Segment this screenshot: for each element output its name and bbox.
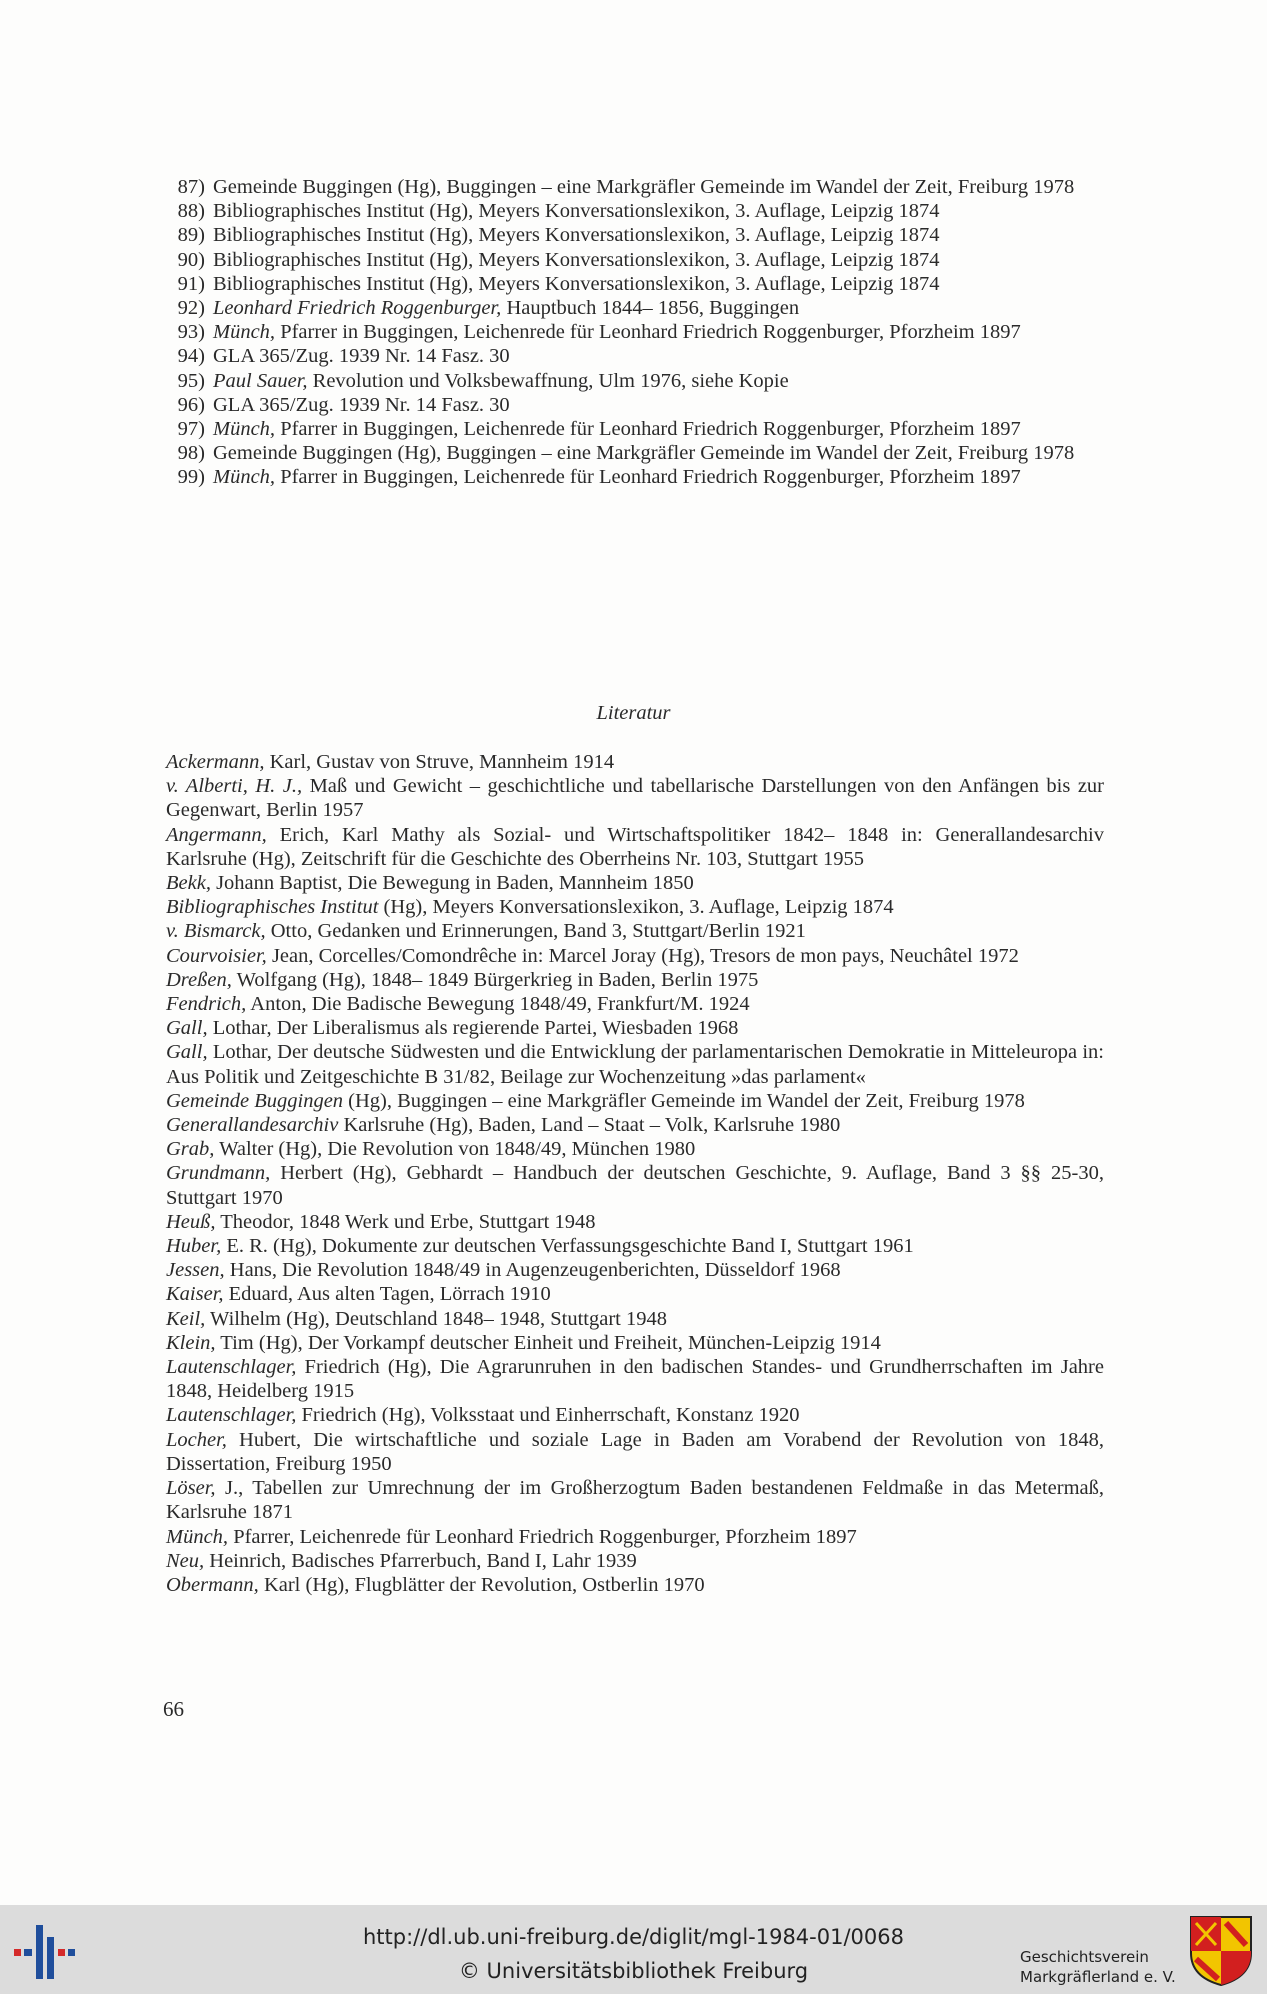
literature-entry — [166, 944, 1104, 968]
literature-details: Lothar, Der Liberalismus als regierende Partei, Wiesbaden 1968 — [207, 1017, 739, 1040]
literature-details: Herbert (Hg), Gebhardt – Handbuch der deutschen Geschichte, 9. Auflage, Band 3 §§ 25-30, Stuttgart 1970 — [166, 1162, 1104, 1209]
literature-author: Lautenschlager, — [166, 1356, 297, 1379]
literature-entry — [166, 992, 1104, 1016]
footnote-body: Bibliographisches Institut (Hg), Meyers Konversationslexikon, 3. Auflage, Leipzig 1874 — [213, 224, 940, 247]
footnote — [163, 441, 1103, 465]
literature-author: Gall, — [166, 1017, 208, 1040]
society-name-line1: Geschichtsverein — [1020, 1948, 1149, 1966]
literature-details: Otto, Gedanken und Erinnerungen, Band 3, Stuttgart/Berlin 1921 — [265, 920, 806, 943]
footnote — [163, 223, 1103, 247]
literature-author: Grab, — [166, 1138, 215, 1161]
literature-author: Locher, — [166, 1428, 227, 1451]
footnote-body: Gemeinde Buggingen (Hg), Buggingen – eine Markgräfler Gemeinde im Wandel der Zeit, Freiburg 1978 — [213, 176, 1075, 198]
literature-entry — [166, 1137, 1104, 1161]
literature-entry — [166, 1282, 1104, 1306]
literature-details: Friedrich (Hg), Die Agrarunruhen in den badischen Standes- und Grundherrschaften im Jahre 1848, Heidelberg 1915 — [166, 1356, 1104, 1403]
literature-details: Karl (Hg), Flugblätter der Revolution, Ostberlin 1970 — [258, 1573, 705, 1596]
footnote — [163, 296, 1103, 320]
footnote-number: 97) — [177, 418, 205, 441]
literature-entry — [166, 774, 1104, 822]
footnotes — [163, 175, 1103, 490]
footnote — [163, 199, 1103, 223]
footnote-text — [213, 199, 1103, 223]
literature-author: Bekk, — [166, 872, 211, 895]
footnote-number: 90) — [177, 248, 205, 271]
literature-author: Lautenschlager, — [166, 1404, 297, 1427]
footnote-body: Bibliographisches Institut (Hg), Meyers Konversationslexikon, 3. Auflage, Leipzig 1874 — [213, 272, 940, 295]
literature-author: Jessen, — [166, 1259, 225, 1282]
literature-entry — [166, 895, 1104, 919]
footnote-text — [213, 175, 1103, 199]
footnote-body: Pfarrer in Buggingen, Leichenrede für Leonhard Friedrich Roggenburger, Pforzheim 1897 — [275, 321, 1021, 344]
footnote-number: 92) — [177, 297, 205, 320]
copyright-text: © Universitätsbibliothek Freiburg — [458, 1959, 809, 1983]
literature-details: Jean, Corcelles/Comondrêche in: Marcel Joray (Hg), Tresors de mon pays, Neuchâtel 1972 — [266, 944, 1019, 967]
literature-author: Huber, — [166, 1235, 222, 1258]
footnote — [163, 417, 1103, 441]
literature-author: Münch, — [166, 1525, 229, 1548]
literature-entry — [166, 1089, 1104, 1113]
literature-author: Ackermann, — [166, 751, 265, 773]
literature-entry — [166, 1210, 1104, 1234]
literature-details: Eduard, Aus alten Tagen, Lörrach 1910 — [223, 1283, 551, 1306]
footnote — [163, 344, 1103, 368]
literature-details: Walter (Hg), Die Revolution von 1848/49, München 1980 — [214, 1138, 696, 1161]
literature-entry — [166, 1355, 1104, 1403]
literature-author: Angermann, — [166, 823, 267, 846]
literature-author: Löser, — [166, 1477, 216, 1500]
footnote-body: Pfarrer in Buggingen, Leichenrede für Leonhard Friedrich Roggenburger, Pforzheim 1897 — [275, 418, 1021, 441]
society-name — [1020, 1947, 1176, 1987]
literature-details: Heinrich, Badisches Pfarrerbuch, Band I, Lahr 1939 — [204, 1549, 637, 1572]
literature-details: Hans, Die Revolution 1848/49 in Augenzeugenberichten, Düsseldorf 1968 — [224, 1259, 841, 1282]
literature-author: Obermann, — [166, 1573, 259, 1596]
literature-author: Neu, — [166, 1549, 205, 1572]
footnote — [163, 272, 1103, 296]
literature-details: Hubert, Die wirtschaftliche und soziale Lage in Baden am Vorabend der Revolution von 1848, Dissertation, Freiburg 1950 — [166, 1428, 1104, 1475]
literature-author: v. Alberti, H. J., — [166, 775, 303, 798]
literature-details: J., Tabellen zur Umrechnung der im Großherzogtum Baden bestandenen Feldmaße in das Metermaß, Karlsruhe 1871 — [166, 1477, 1104, 1524]
footnote — [163, 393, 1103, 417]
literature-author: Courvoisier, — [166, 944, 267, 967]
literature-details: (Hg), Buggingen – eine Markgräfler Gemeinde im Wandel der Zeit, Freiburg 1978 — [343, 1089, 1025, 1112]
footnote — [163, 369, 1103, 393]
literature-entry — [166, 1403, 1104, 1427]
literature-entry — [166, 871, 1104, 895]
literature-details: Erich, Karl Mathy als Sozial- und Wirtschaftspolitiker 1842– 1848 in: Generallandesarchiv Karlsruhe (Hg), Zeitschrift für die Geschichte des Oberrheins Nr. 103, Stuttgart 1955 — [166, 823, 1104, 870]
footnote — [163, 320, 1103, 344]
footnote-body: Hauptbuch 1844– 1856, Buggingen — [501, 297, 800, 320]
footnote-number: 96) — [177, 393, 205, 416]
literature-author: Gall, — [166, 1041, 208, 1064]
footnote-body: Revolution und Volksbewaffnung, Ulm 1976, siehe Kopie — [307, 369, 789, 392]
literature-details: Friedrich (Hg), Volksstaat und Einherrschaft, Konstanz 1920 — [296, 1404, 800, 1427]
footnote-body: Pfarrer in Buggingen, Leichenrede für Leonhard Friedrich Roggenburger, Pforzheim 1897 — [275, 466, 1021, 489]
literature-entry — [166, 1331, 1104, 1355]
footnote — [163, 175, 1103, 199]
footer-bar — [0, 1905, 1267, 1994]
footnote-body: Gemeinde Buggingen (Hg), Buggingen – eine Markgräfler Gemeinde im Wandel der Zeit, Freiburg 1978 — [213, 442, 1075, 465]
literature-entry — [166, 1476, 1104, 1524]
footnote-body: GLA 365/Zug. 1939 Nr. 14 Fasz. 30 — [213, 393, 510, 416]
literature-details: Tim (Hg), Der Vorkampf deutscher Einheit und Freiheit, München-Leipzig 1914 — [215, 1331, 881, 1354]
literature-entry — [166, 1307, 1104, 1331]
footnote-author: Münch, — [213, 466, 276, 489]
footnote-number: 93) — [177, 321, 205, 344]
literature-author: Gemeinde Buggingen — [166, 1089, 344, 1112]
literature-details: Karl, Gustav von Struve, Mannheim 1914 — [264, 751, 615, 773]
literature-author: v. Bismarck, — [166, 920, 266, 943]
footnote-text — [213, 417, 1103, 441]
footnote-number: 98) — [177, 442, 205, 465]
footnote-number: 99) — [177, 466, 205, 489]
footnote-number: 95) — [177, 369, 205, 392]
literature-author: Kaiser, — [166, 1283, 224, 1306]
footnote-text — [213, 393, 1103, 417]
footnote-body: GLA 365/Zug. 1939 Nr. 14 Fasz. 30 — [213, 345, 510, 368]
literature-author: Keil, — [166, 1307, 206, 1330]
footnote-text — [213, 344, 1103, 368]
literature-details: Wilhelm (Hg), Deutschland 1848– 1948, Stuttgart 1948 — [205, 1307, 667, 1330]
footnote-author: Münch, — [213, 418, 276, 441]
literature-author: Generallandesarchiv — [166, 1114, 339, 1137]
literature-details: E. R. (Hg), Dokumente zur deutschen Verfassungsgeschichte Band I, Stuttgart 1961 — [221, 1235, 914, 1258]
literature-details: Karlsruhe (Hg), Baden, Land – Staat – Volk, Karlsruhe 1980 — [338, 1114, 841, 1137]
footnote-text — [213, 248, 1103, 272]
literature-entry — [166, 823, 1104, 871]
literature-details: Lothar, Der deutsche Südwesten und die Entwicklung der parlamentarischen Demokratie in Mitteleuropa in: Aus Politik und Zeitgeschichte B 31/82, Beilage zur Wochenzeitung »das parlament« — [166, 1041, 1104, 1088]
footnote — [163, 465, 1103, 489]
literature-details: Wolfgang (Hg), 1848– 1849 Bürgerkrieg in Baden, Berlin 1975 — [231, 968, 759, 991]
footnote-text — [213, 223, 1103, 247]
document-url-link[interactable]: http://dl.ub.uni-freiburg.de/diglit/mgl-1984-01/0068 — [362, 1925, 904, 1949]
footnote-number: 88) — [177, 200, 205, 223]
literature-entry — [166, 1234, 1104, 1258]
literature-list — [166, 750, 1104, 1597]
literature-author: Dreßen, — [166, 968, 232, 991]
literature-entry — [166, 1525, 1104, 1549]
literature-entry — [166, 1113, 1104, 1137]
literature-details: Maß und Gewicht – geschichtliche und tabellarische Darstellungen von den Anfängen bis zur Gegenwart, Berlin 1957 — [166, 775, 1104, 822]
footnote-author: Leonhard Friedrich Roggenburger, — [213, 297, 502, 320]
coat-of-arms-icon — [1188, 1913, 1254, 1987]
literature-entry — [166, 1258, 1104, 1282]
literature-heading: Literatur — [596, 702, 671, 724]
literature-author: Fendrich, — [166, 993, 247, 1016]
footnote-text — [213, 320, 1103, 344]
literature-entry — [166, 919, 1104, 943]
society-name-line2: Markgräflerland e. V. — [1020, 1968, 1176, 1986]
footnote-number: 91) — [177, 272, 205, 295]
literature-author: Klein, — [166, 1331, 216, 1354]
footnote-text — [213, 465, 1103, 489]
literature-entry — [166, 1016, 1104, 1040]
footnote-number: 89) — [177, 224, 205, 247]
footnote-author: Paul Sauer, — [213, 369, 308, 392]
literature-entry — [166, 1549, 1104, 1573]
literature-entry — [166, 1040, 1104, 1088]
footnote-text — [213, 296, 1103, 320]
page-number: 66 — [163, 1697, 184, 1721]
literature-entry — [166, 1161, 1104, 1209]
footnote-body: Bibliographisches Institut (Hg), Meyers Konversationslexikon, 3. Auflage, Leipzig 1874 — [213, 248, 940, 271]
literature-details: Johann Baptist, Die Bewegung in Baden, Mannheim 1850 — [210, 872, 694, 895]
literature-details: Anton, Die Badische Bewegung 1848/49, Frankfurt/M. 1924 — [246, 993, 750, 1016]
literature-details: Theodor, 1848 Werk und Erbe, Stuttgart 1948 — [215, 1210, 596, 1233]
footnote-text — [213, 441, 1103, 465]
footnote-author: Münch, — [213, 321, 276, 344]
footnote — [163, 248, 1103, 272]
footnote-number: 87) — [177, 176, 205, 198]
literature-entry — [166, 750, 1104, 774]
footnote-text — [213, 369, 1103, 393]
footnote-number: 94) — [177, 345, 205, 368]
footnote-text — [213, 272, 1103, 296]
literature-details: Pfarrer, Leichenrede für Leonhard Friedrich Roggenburger, Pforzheim 1897 — [228, 1525, 857, 1548]
literature-author: Grundmann, — [166, 1162, 271, 1185]
literature-entry — [166, 1573, 1104, 1597]
literature-author: Heuß, — [166, 1210, 216, 1233]
literature-entry — [166, 1428, 1104, 1476]
literature-details: (Hg), Meyers Konversationslexikon, 3. Auflage, Leipzig 1874 — [378, 896, 894, 919]
literature-entry — [166, 968, 1104, 992]
literature-author: Bibliographisches Institut — [166, 896, 379, 919]
footnote-body: Bibliographisches Institut (Hg), Meyers Konversationslexikon, 3. Auflage, Leipzig 1874 — [213, 200, 940, 223]
